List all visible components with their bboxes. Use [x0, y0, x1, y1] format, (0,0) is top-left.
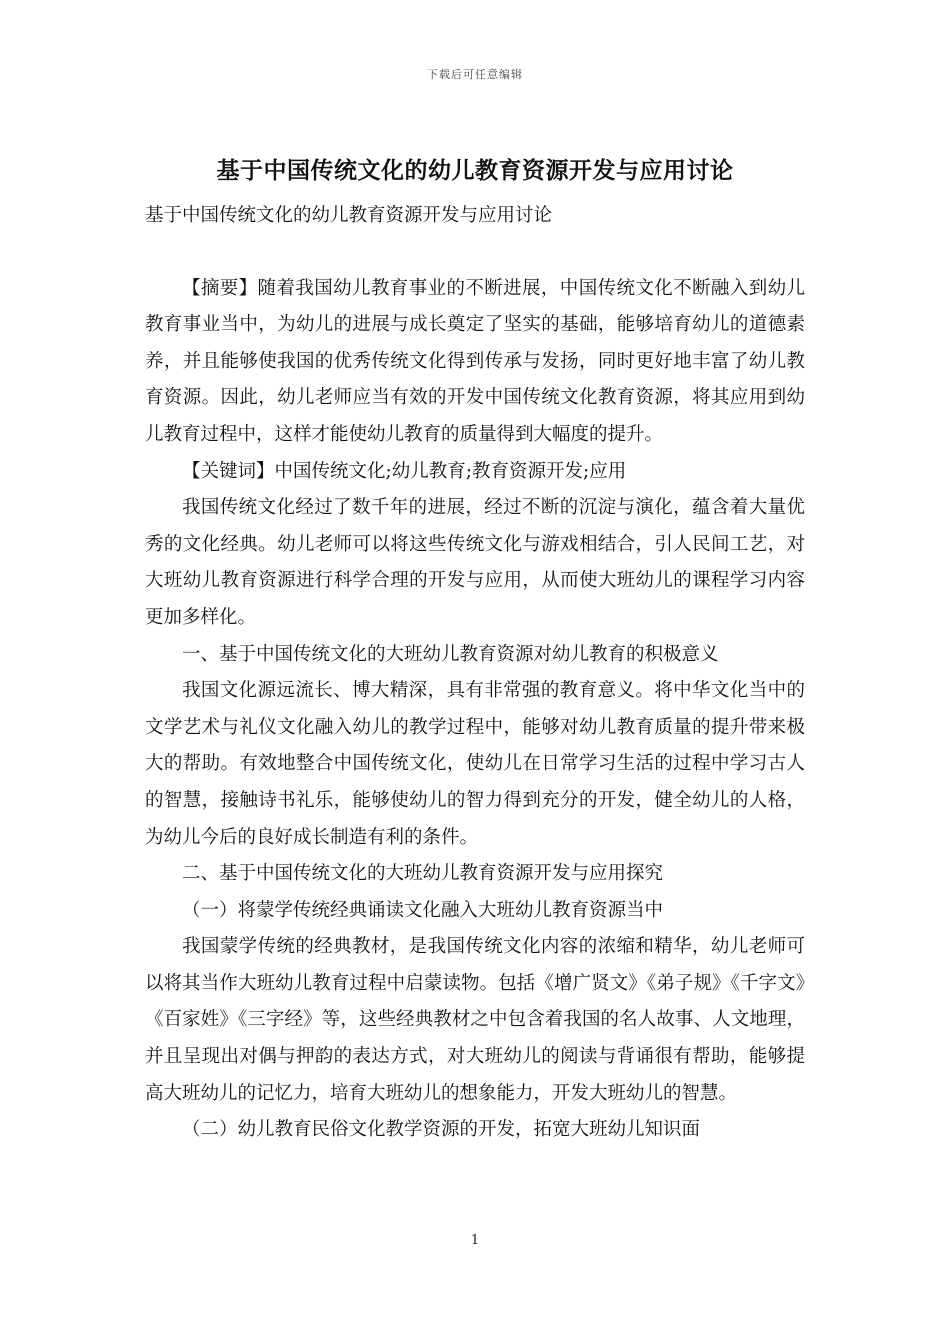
document-subtitle: 基于中国传统文化的幼儿教育资源开发与应用讨论 [145, 205, 553, 226]
intro-paragraph: 我国传统文化经过了数千年的进展，经过不断的沉淀与演化，蕴含着大量优秀的文化经典。幼儿老师可以将这些传统文化与游戏相结合，引人民间工艺，对大班幼儿教育资源进行科学合理的开发与应用，从而使大班幼儿的课程学习内容更加多样化。 [145, 497, 805, 628]
abstract-paragraph: 【摘要】随着我国幼儿教育事业的不断进展，中国传统文化不断融入到幼儿教育事业当中，为幼儿的进展与成长奠定了坚实的基础，能够培育幼儿的道德素养，并且能够使我国的优秀传统文化得到传承与发扬，同时更好地丰富了幼儿教育资源。因此，幼儿老师应当有效的开发中国传统文化教育资源，将其应用到幼儿教育过程中，这样才能使幼儿教育的质量得到大幅度的提升。 [145, 277, 805, 445]
section-heading-2: 二、基于中国传统文化的大班幼儿教育资源开发与应用探究 [182, 863, 664, 885]
subsection-heading-2: （二）幼儿教育民俗文化教学资源的开发，拓宽大班幼儿知识面 [182, 1119, 701, 1141]
subsection-1-paragraph: 我国蒙学传统的经典教材，是我国传统文化内容的浓缩和精华，幼儿老师可以将其当作大班幼儿教育过程中启蒙读物。包括《增广贤文》《弟子规》《千字文》《百家姓》《三字经》等，这些经典教材之中包含着我国的名人故事、人文地理，并且呈现出对偶与押韵的表达方式，对大班幼儿的阅读与背诵很有帮助，能够提高大班幼儿的记忆力，培育大班幼儿的想象能力，开发大班幼儿的智慧。 [145, 936, 805, 1104]
keywords-paragraph: 【关键词】中国传统文化;幼儿教育;教育资源开发;应用 [182, 460, 627, 482]
section-1-paragraph: 我国文化源远流长、博大精深，具有非常强的教育意义。将中华文化当中的文学艺术与礼仪文化融入幼儿的教学过程中，能够对幼儿教育质量的提升带来极大的帮助。有效地整合中国传统文化，使幼儿在日常学习生活的过程中学习古人的智慧，接触诗书礼乐，能够使幼儿的智力得到充分的开发，健全幼儿的人格，为幼儿今后的良好成长制造有利的条件。 [145, 680, 805, 848]
document-title: 基于中国传统文化的幼儿教育资源开发与应用讨论 [216, 157, 734, 184]
section-heading-1: 一、基于中国传统文化的大班幼儿教育资源对幼儿教育的积极意义 [182, 643, 719, 665]
subsection-heading-1: （一）将蒙学传统经典诵读文化融入大班幼儿教育资源当中 [182, 899, 664, 921]
document-body [145, 198, 805, 1149]
page-number: 1 [470, 1233, 480, 1248]
header-note: 下载后可任意编辑 [427, 68, 523, 81]
